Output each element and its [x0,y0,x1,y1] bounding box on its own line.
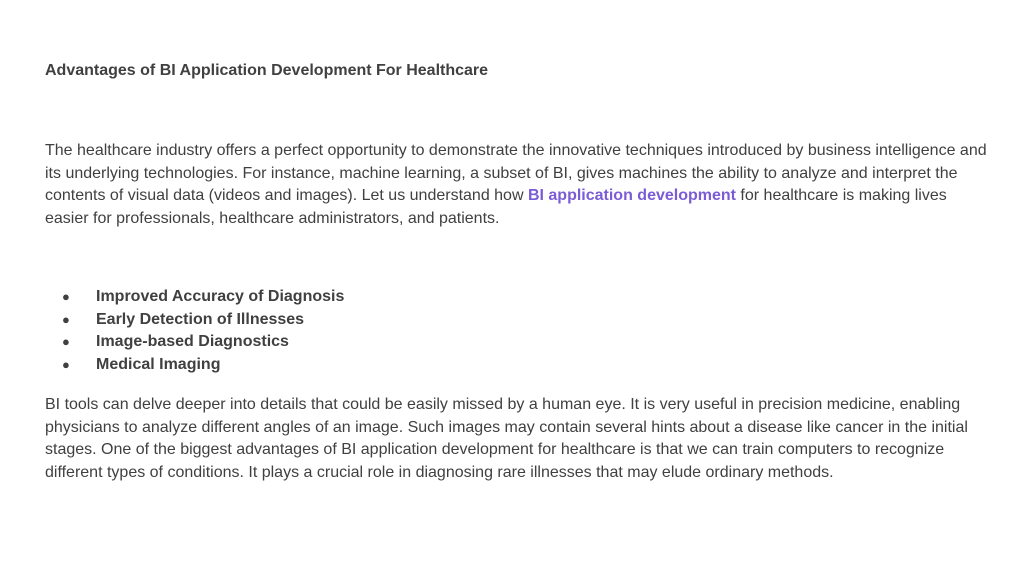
page-heading: Advantages of BI Application Development For Healthcare [45,62,489,79]
list-item-label: Improved Accuracy of Diagnosis [96,288,345,305]
list-item-label: Image-based Diagnostics [96,333,289,351]
bullet-icon: ● [62,311,70,327]
bullet-icon: ● [62,289,70,304]
list-item-label: Early Detection of Illnesses [96,310,305,328]
list-item-label: Medical Imaging [96,355,221,373]
bullet-icon: ● [62,334,70,350]
intro-text-after-link: for healthcare is making lives easier for professionals, healthcare administrators, and patients. [45,187,947,227]
closing-paragraph: BI tools can delve deeper into details that could be easily missed by a human eye. It is very useful in precision medicine, enabling physicians to analyze different angles of an image. Such images may contain several hints about a disease like cancer in the initial stages. One of the biggest advantages of BI application development for healthcare is that we can train computers to recognize different types of conditions. It plays a crucial role in diagnosing rare illnesses that may elude ordinary methods. [45,396,968,481]
bullet-icon: ● [62,356,70,372]
intro-text-before-link: The healthcare industry offers a perfect opportunity to demonstrate the innovative techniques introduced by business intelligence and its underlying technologies. For instance, machine learning, a subset of BI, gives machines the ability to analyze and interpret the contents of visual data (videos and images). Let us understand how [45,142,987,205]
intro-paragraph [45,140,990,230]
bi-application-development-link[interactable]: BI application development [527,187,736,205]
